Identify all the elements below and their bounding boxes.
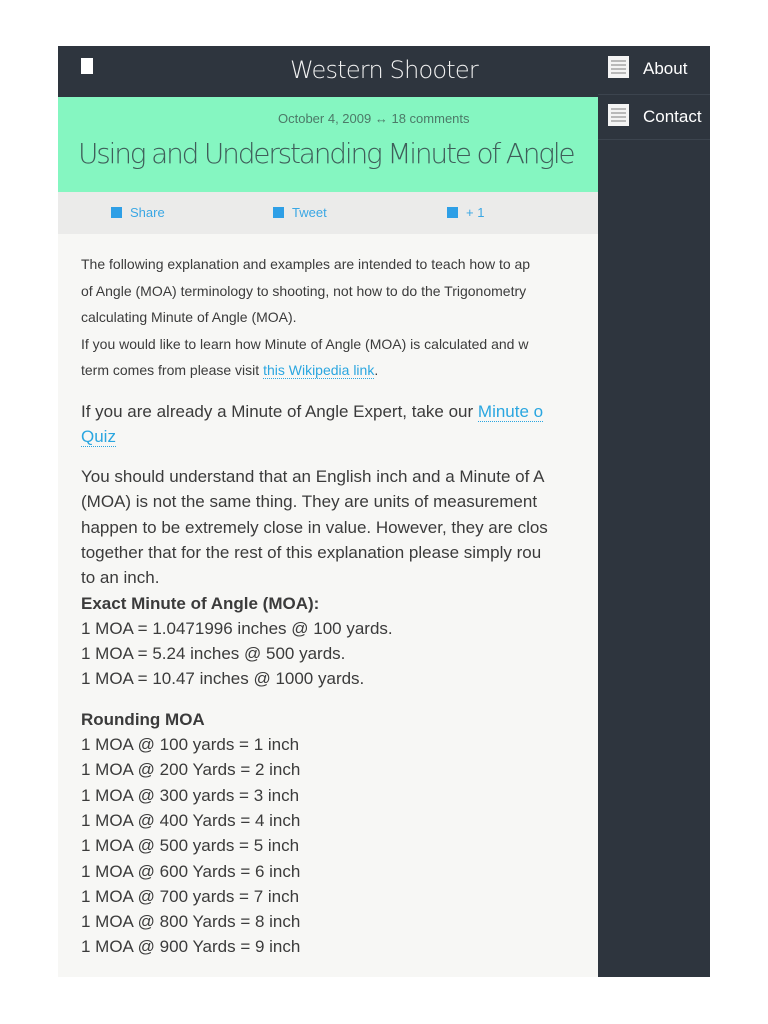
tweet-button[interactable] bbox=[273, 205, 327, 220]
paragraph-line: calculating Minute of Angle (MOA). bbox=[81, 309, 297, 325]
rounding-line: 1 MOA @ 100 yards = 1 inch bbox=[81, 735, 300, 755]
facebook-icon bbox=[111, 207, 122, 218]
site-title[interactable]: Western Shooter bbox=[290, 56, 478, 84]
rounding-line: 1 MOA @ 800 Yards = 8 inch bbox=[81, 912, 301, 932]
nav-item-label: About bbox=[643, 59, 688, 78]
wikipedia-link[interactable]: this Wikipedia link bbox=[263, 362, 375, 378]
nav-item-label: Contact bbox=[643, 107, 702, 126]
paragraph-line: of Angle (MOA) terminology to shooting, not how to do the Trigonometry bbox=[81, 282, 527, 299]
exact-moa-heading: Exact Minute of Angle (MOA): bbox=[81, 593, 320, 613]
paragraph-line: together that for the rest of this explanation please simply rou bbox=[81, 542, 542, 562]
nav-item-about[interactable] bbox=[598, 46, 710, 90]
google-plus-icon bbox=[447, 207, 458, 218]
nav-item-contact[interactable] bbox=[598, 94, 710, 138]
paragraph-text: term comes from please visit bbox=[81, 362, 264, 378]
rounding-line: 1 MOA @ 300 yards = 3 inch bbox=[81, 785, 300, 805]
rounding-moa-heading: Rounding MOA bbox=[81, 709, 205, 729]
tweet-label: Tweet bbox=[292, 205, 327, 220]
quiz-link[interactable]: Minute o bbox=[477, 401, 544, 421]
nav-drawer bbox=[598, 46, 710, 977]
comments-link[interactable]: 18 comments bbox=[391, 111, 470, 126]
paragraph-line: happen to be extremely close in value. However, they are clos bbox=[81, 517, 548, 537]
rounding-line: 1 MOA @ 400 Yards = 4 inch bbox=[81, 810, 301, 830]
share-button[interactable] bbox=[111, 205, 165, 220]
exact-line: 1 MOA = 1.0471996 inches @ 100 yards. bbox=[81, 618, 393, 638]
exact-line: 1 MOA = 5.24 inches @ 500 yards. bbox=[81, 644, 346, 664]
quiz-link-continued[interactable]: Quiz bbox=[81, 426, 116, 446]
page-icon bbox=[608, 104, 629, 126]
app-screen bbox=[58, 46, 710, 977]
post-date[interactable]: October 4, 2009 bbox=[278, 111, 372, 126]
arrow-icon: ↔ bbox=[374, 111, 388, 126]
paragraph-text: . bbox=[374, 362, 379, 378]
plus-one-button[interactable] bbox=[447, 205, 484, 220]
plus-one-label: + 1 bbox=[466, 205, 485, 220]
paragraph-text: If you are already a Minute of Angle Expert, take our bbox=[81, 401, 478, 421]
twitter-icon bbox=[273, 207, 284, 218]
rounding-line: 1 MOA @ 200 Yards = 2 inch bbox=[81, 760, 301, 780]
rounding-line: 1 MOA @ 500 yards = 5 inch bbox=[81, 836, 300, 856]
post-meta bbox=[278, 111, 470, 126]
exact-line: 1 MOA = 10.47 inches @ 1000 yards. bbox=[81, 669, 365, 689]
rounding-line: 1 MOA @ 700 yards = 7 inch bbox=[81, 886, 300, 906]
paragraph-line: to an inch. bbox=[81, 568, 160, 588]
paragraph-line: If you would like to learn how Minute of Angle (MOA) is calculated and w bbox=[81, 335, 529, 352]
post-title: Using and Understanding Minute of Angle bbox=[78, 137, 574, 170]
share-label: Share bbox=[130, 205, 165, 220]
paragraph-line: (MOA) is not the same thing. They are units of measurement bbox=[81, 492, 538, 512]
paragraph-line: The following explanation and examples are intended to teach how to ap bbox=[81, 256, 531, 272]
rounding-line: 1 MOA @ 900 Yards = 9 inch bbox=[81, 937, 301, 957]
nav-divider bbox=[598, 139, 710, 140]
paragraph-line: You should understand that an English inch and a Minute of A bbox=[81, 467, 545, 487]
rounding-line: 1 MOA @ 600 Yards = 6 inch bbox=[81, 861, 301, 881]
page-icon bbox=[608, 56, 629, 78]
